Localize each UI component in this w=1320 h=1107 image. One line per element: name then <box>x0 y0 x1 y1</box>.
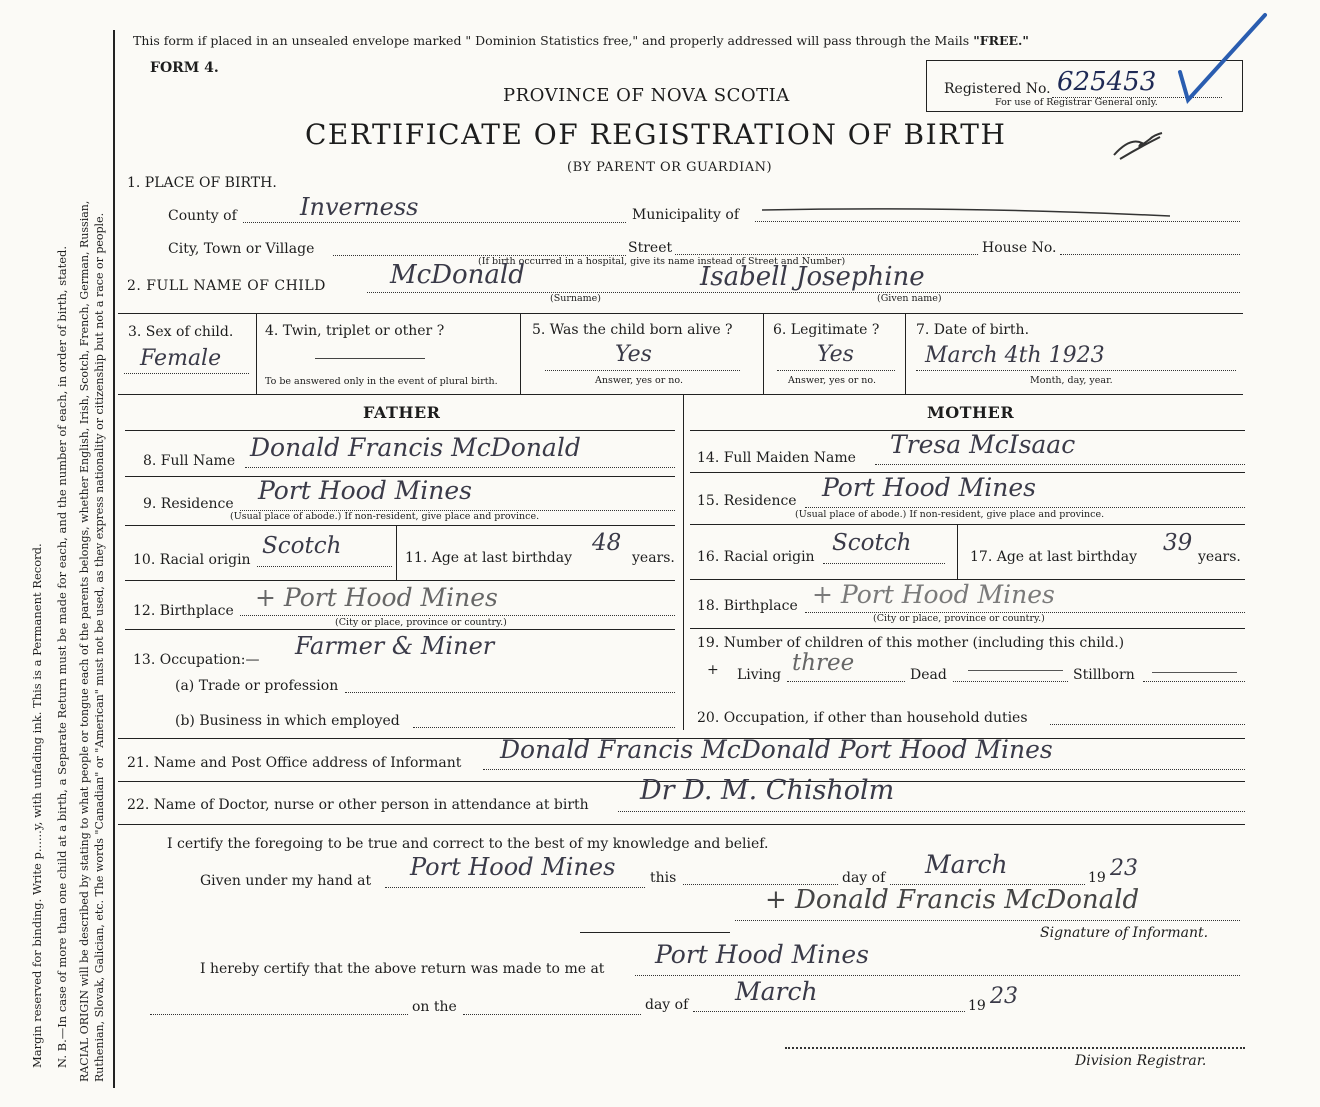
registrar-day-of-label: day of <box>645 997 689 1013</box>
given-name-caption: (Given name) <box>877 293 942 304</box>
father-birthplace-value: + Port Hood Mines <box>255 583 498 612</box>
surname-caption: (Surname) <box>550 293 601 304</box>
mother-age-value: 39 <box>1163 530 1193 556</box>
dead-label: Dead <box>910 667 947 683</box>
registrar-year-value: 23 <box>990 984 1018 1009</box>
legitimate-label: 6. Legitimate ? <box>773 322 880 338</box>
mother-name-label: 14. Full Maiden Name <box>697 450 856 466</box>
on-the-label: on the <box>412 999 457 1015</box>
father-residence-value: Port Hood Mines <box>258 476 472 505</box>
margin-note-binding: Margin reserved for binding. Write p......y, with unfading ink. This is a Permanent Record. <box>30 543 44 1068</box>
check-mark-icon <box>1170 10 1270 110</box>
certify-statement: I certify the foregoing to be true and correct to the best of my knowledge and belief. <box>167 836 769 852</box>
county-value: Inverness <box>300 193 419 221</box>
signature-caption: Signature of Informant. <box>1040 925 1209 941</box>
division-registrar-caption: Division Registrar. <box>1075 1053 1207 1069</box>
mother-residence-value: Port Hood Mines <box>822 473 1036 502</box>
given-place-value: Port Hood Mines <box>410 853 616 881</box>
certify-year-value: 23 <box>1110 856 1138 881</box>
informant-signature: + Donald Francis McDonald <box>765 885 1140 915</box>
business-label: (b) Business in which employed <box>175 713 400 729</box>
sex-label: 3. Sex of child. <box>128 324 234 340</box>
stillborn-dash <box>1152 672 1237 673</box>
free-label: "FREE." <box>973 33 1029 48</box>
certificate-subtitle: (BY PARENT OR GUARDIAN) <box>567 160 773 175</box>
day-of-label: day of <box>842 870 886 886</box>
sex-value: Female <box>140 346 222 371</box>
margin-note-multiple-births: N. B.—In case of more than one child at a birth, a Separate Return must be made for each, and the number of each, in order of birth, stated. <box>55 245 69 1068</box>
mother-race-value: Scotch <box>832 530 912 556</box>
this-label: this <box>650 870 677 886</box>
father-age-value: 48 <box>592 530 622 556</box>
county-label: County of <box>168 208 237 224</box>
twin-label: 4. Twin, triplet or other ? <box>265 323 445 339</box>
dead-dash <box>968 670 1063 671</box>
twin-note: To be answered only in the event of plural birth. <box>265 376 498 387</box>
mail-note: This form if placed in an unsealed envelope marked " Dominion Statistics free," and properly addressed will pass through the Mails "FREE." <box>133 33 1029 48</box>
father-residence-note: (Usual place of abode.) If non-resident, give place and province. <box>230 511 540 522</box>
father-birthplace-note: (City or place, province or country.) <box>335 617 507 628</box>
dob-label: 7. Date of birth. <box>916 322 1030 338</box>
father-age-label: 11. Age at last birthday <box>405 550 573 566</box>
column-divider <box>683 394 684 730</box>
registered-number: 625453 <box>1057 67 1157 97</box>
father-race-label: 10. Racial origin <box>133 552 251 568</box>
place-of-birth-heading: 1. PLACE OF BIRTH. <box>127 175 277 191</box>
father-heading: FATHER <box>363 403 441 422</box>
child-given-value: Isabell Josephine <box>700 262 925 292</box>
city-label: City, Town or Village <box>168 241 315 257</box>
form-number: FORM 4. <box>150 60 219 76</box>
informant-value: Donald Francis McDonald Port Hood Mines <box>500 735 1053 764</box>
certificate-title: CERTIFICATE OF REGISTRATION OF BIRTH <box>305 118 1007 151</box>
father-residence-label: 9. Residence <box>143 496 234 512</box>
living-value: three <box>792 650 855 676</box>
child-surname-value: McDonald <box>390 260 525 290</box>
mother-race-label: 16. Racial origin <box>697 549 815 565</box>
dob-value: March 4th 1923 <box>925 343 1105 368</box>
father-occupation-label: 13. Occupation:— <box>133 652 260 668</box>
registrar-note: For use of Registrar General only. <box>995 97 1158 108</box>
street-label: Street <box>628 240 673 256</box>
dob-note: Month, day, year. <box>1030 375 1113 386</box>
mother-residence-label: 15. Residence <box>697 493 797 509</box>
born-alive-note: Answer, yes or no. <box>595 375 684 386</box>
mother-occupation-label: 20. Occupation, if other than household duties <box>697 710 1028 726</box>
margin-note-racial-origin: RACIAL ORIGIN will be described by stating to what people or tongue each of the parents belongs, whether English, Irish, Scotch, French, German, Russian, <box>78 200 91 1082</box>
stillborn-label: Stillborn <box>1073 667 1135 683</box>
registrar-place-value: Port Hood Mines <box>655 940 869 969</box>
doctor-label: 22. Name of Doctor, nurse or other person in attendance at birth <box>127 797 589 813</box>
municipality-dash <box>760 202 1180 222</box>
registered-label: Registered No. <box>944 81 1051 97</box>
municipality-label: Municipality of <box>632 207 740 223</box>
doctor-value: Dr D. M. Chisholm <box>640 775 895 806</box>
legitimate-value: Yes <box>817 342 854 367</box>
mother-residence-note: (Usual place of abode.) If non-resident, give place and province. <box>795 509 1105 520</box>
informant-label: 21. Name and Post Office address of Informant <box>127 755 462 771</box>
father-race-value: Scotch <box>262 533 342 559</box>
twin-dash <box>315 358 425 359</box>
living-plus-mark: + <box>707 662 719 678</box>
born-alive-label: 5. Was the child born alive ? <box>532 322 733 338</box>
father-occupation-value: Farmer & Miner <box>295 632 495 660</box>
children-count-label: 19. Number of children of this mother (including this child.) <box>697 635 1125 651</box>
house-no-label: House No. <box>982 240 1057 256</box>
binding-border <box>113 30 115 1088</box>
certify-month-value: March <box>925 850 1008 879</box>
registrar-month-value: March <box>735 977 818 1006</box>
trade-label: (a) Trade or profession <box>175 678 339 694</box>
mother-years-label: years. <box>1198 549 1241 565</box>
registrar-initials-icon <box>1110 125 1170 165</box>
father-years-label: years. <box>632 550 675 566</box>
born-alive-value: Yes <box>615 342 652 367</box>
mother-birthplace-value: + Port Hood Mines <box>812 580 1055 609</box>
registrar-year-prefix: 19 <box>968 998 986 1014</box>
mother-birthplace-label: 18. Birthplace <box>697 598 798 614</box>
given-under-label: Given under my hand at <box>200 873 372 889</box>
mother-name-value: Tresa McIsaac <box>890 430 1076 459</box>
mother-age-label: 17. Age at last birthday <box>970 549 1138 565</box>
margin-note-racial-origin-cont: Ruthenian, Slovak, Galician, etc. The words "Canadian" or "American" must not be used, as they express nationality or citizenship but not a race or people. <box>93 212 106 1082</box>
father-name-value: Donald Francis McDonald <box>250 433 581 462</box>
mother-birthplace-note: (City or place, province or country.) <box>873 613 1045 624</box>
father-name-label: 8. Full Name <box>143 453 236 469</box>
registrar-statement: I hereby certify that the above return was made to me at <box>200 961 605 977</box>
mother-heading: MOTHER <box>927 403 1015 422</box>
legitimate-note: Answer, yes or no. <box>788 375 877 386</box>
child-name-label: 2. FULL NAME OF CHILD <box>127 278 326 294</box>
certify-year-prefix: 19 <box>1088 870 1106 886</box>
living-label: Living <box>737 667 782 683</box>
province-title: PROVINCE OF NOVA SCOTIA <box>503 85 790 106</box>
father-birthplace-label: 12. Birthplace <box>133 603 234 619</box>
hospital-note: (If birth occurred in a hospital, give its name instead of Street and Number) <box>478 256 846 267</box>
